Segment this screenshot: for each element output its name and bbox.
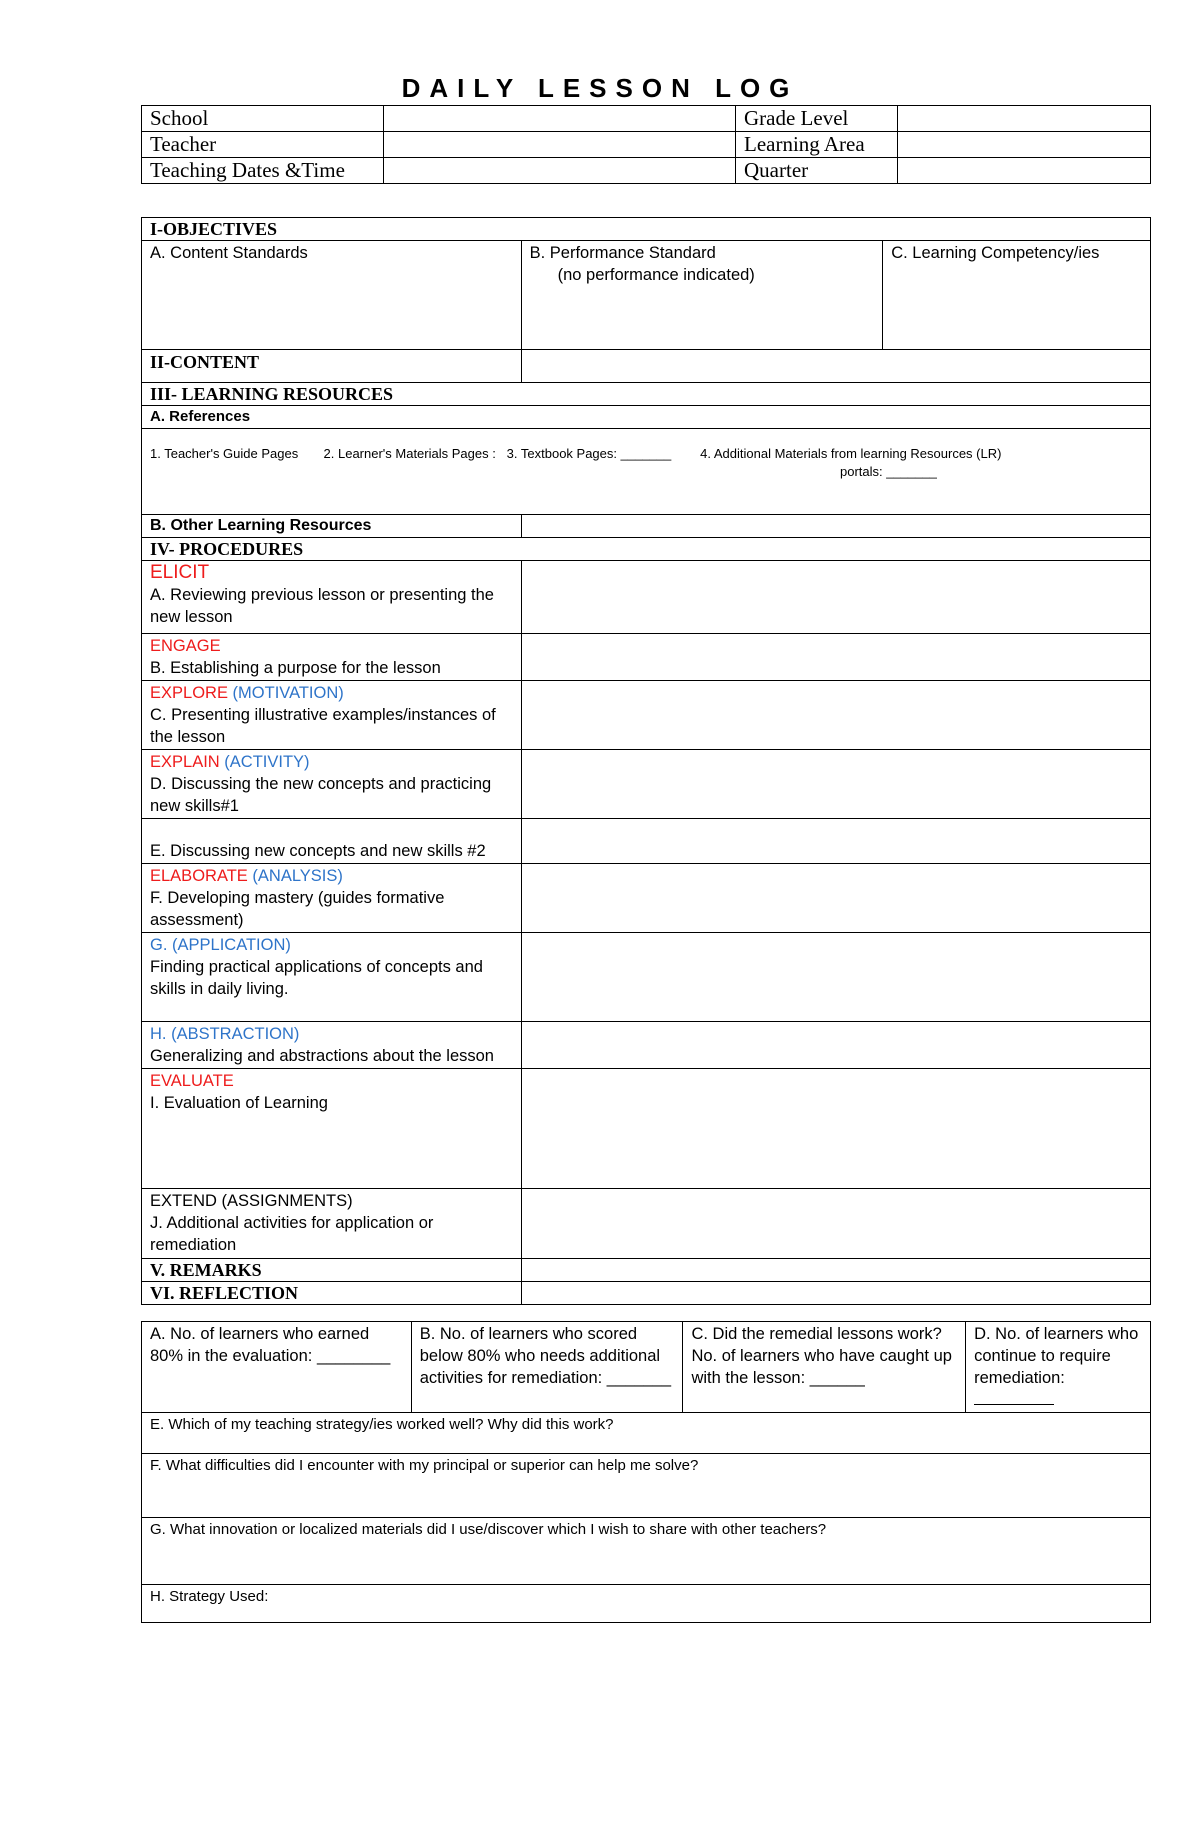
teaching-dates-field[interactable] (384, 158, 736, 184)
resources-heading: III- LEARNING RESOURCES (142, 383, 1151, 406)
procedure-f (142, 864, 522, 933)
content-standards-label: A. Content Standards (150, 244, 308, 262)
procedure-g (142, 933, 522, 1022)
page-title: DAILY LESSON LOG (401, 73, 799, 103)
quarter-field[interactable] (898, 158, 1151, 184)
application-label: G. (APPLICATION) (150, 936, 291, 954)
procedures-heading: IV- PROCEDURES (142, 538, 1151, 561)
learning-area-label: Learning Area (736, 132, 898, 158)
quarter-label: Quarter (736, 158, 898, 184)
ref-additional-materials: 4. Additional Materials from learning Resources (LR) (700, 446, 1002, 461)
ref-textbook: 3. Textbook Pages: _______ (506, 446, 672, 461)
extend-label: EXTEND (ASSIGNMENTS) (150, 1192, 353, 1210)
reflection-c[interactable]: C. Did the remedial lessons work? No. of learners who have caught up with the lesson: ______ (683, 1322, 966, 1413)
reflection-field[interactable] (521, 1282, 1150, 1305)
procedure-f-text: F. Developing mastery (guides formative assessment) (150, 889, 445, 929)
procedure-e-field[interactable] (521, 819, 1150, 864)
reflection-h[interactable]: H. Strategy Used: (142, 1585, 1151, 1623)
teaching-dates-label: Teaching Dates &Time (142, 158, 384, 184)
reflection-a[interactable]: A. No. of learners who earned 80% in the evaluation: ________ (142, 1322, 412, 1413)
abstraction-label: H. (ABSTRACTION) (150, 1025, 300, 1043)
reflection-b[interactable]: B. No. of learners who scored below 80% who needs additional activities for remediation: _______ (411, 1322, 683, 1413)
objectives-heading: I-OBJECTIVES (142, 218, 1151, 241)
performance-standard-label: B. Performance Standard (529, 244, 716, 262)
procedure-j-field[interactable] (521, 1189, 1150, 1259)
explore-label: EXPLORE (150, 684, 228, 702)
procedure-c-text: C. Presenting illustrative examples/instances of the lesson (150, 706, 496, 746)
grade-level-label: Grade Level (736, 106, 898, 132)
procedure-b (142, 634, 522, 681)
remarks-field[interactable] (521, 1259, 1150, 1282)
learning-competency-cell[interactable] (883, 241, 1151, 350)
references-list (142, 429, 1151, 515)
reflection-e[interactable]: E. Which of my teaching strategy/ies worked well? Why did this work? (142, 1413, 1151, 1454)
learning-competency-label: C. Learning Competency/ies (891, 244, 1100, 262)
procedure-i-text: I. Evaluation of Learning (150, 1094, 328, 1112)
procedure-h-text: Generalizing and abstractions about the lesson (150, 1047, 494, 1065)
procedure-g-text: Finding practical applications of concepts and skills in daily living. (150, 958, 483, 998)
procedure-a-text: A. Reviewing previous lesson or presenting the new lesson (150, 586, 494, 626)
analysis-label: (ANALYSIS) (252, 867, 343, 885)
other-resources-label: B. Other Learning Resources (142, 515, 522, 538)
remarks-heading: V. REMARKS (142, 1259, 522, 1282)
procedure-f-field[interactable] (521, 864, 1150, 933)
procedure-d (142, 750, 522, 819)
reflection-heading: VI. REFLECTION (142, 1282, 522, 1305)
procedure-h (142, 1022, 522, 1069)
activity-label: (ACTIVITY) (224, 753, 310, 771)
learning-area-field[interactable] (898, 132, 1151, 158)
ref-teachers-guide: 1. Teacher's Guide Pages (150, 446, 299, 461)
reflection-d: D. No. of learners who continue to require remediation: (974, 1325, 1139, 1387)
procedure-h-field[interactable] (521, 1022, 1150, 1069)
procedure-b-field[interactable] (521, 634, 1150, 681)
other-resources-field[interactable] (521, 515, 1150, 538)
procedure-a-field[interactable] (521, 561, 1150, 634)
procedure-d-text: D. Discussing the new concepts and practicing new skills#1 (150, 775, 492, 815)
teacher-field[interactable] (384, 132, 736, 158)
motivation-label: (MOTIVATION) (232, 684, 344, 702)
elicit-label: ELICIT (150, 562, 210, 583)
ref-learners-materials: 2. Learner's Materials Pages : (323, 446, 496, 461)
content-field[interactable] (521, 350, 1150, 383)
reflection-table (141, 1321, 1151, 1623)
content-standards-cell[interactable] (142, 241, 522, 350)
procedure-e (142, 819, 522, 864)
engage-label: ENGAGE (150, 637, 221, 655)
procedure-e-text: E. Discussing new concepts and new skills #2 (150, 842, 486, 860)
references-heading: A. References (142, 406, 1151, 429)
procedure-a (142, 561, 522, 634)
school-label: School (142, 106, 384, 132)
procedure-c (142, 681, 522, 750)
reflection-f[interactable]: F. What difficulties did I encounter with my principal or superior can help me solve? (142, 1454, 1151, 1518)
header-table (141, 105, 1151, 184)
procedure-j (142, 1189, 522, 1259)
performance-note: (no performance indicated) (557, 266, 755, 284)
grade-level-field[interactable] (898, 106, 1151, 132)
procedure-b-text: B. Establishing a purpose for the lesson (150, 659, 441, 677)
lesson-table (141, 217, 1151, 1305)
procedure-i-field[interactable] (521, 1069, 1150, 1189)
teacher-label: Teacher (142, 132, 384, 158)
explain-label: EXPLAIN (150, 753, 220, 771)
reflection-g[interactable]: G. What innovation or localized materials did I use/discover which I wish to share with other teachers? (142, 1518, 1151, 1585)
ref-portals: portals: _______ (840, 464, 937, 479)
procedure-i (142, 1069, 522, 1189)
procedure-c-field[interactable] (521, 681, 1150, 750)
content-heading: II-CONTENT (142, 350, 522, 383)
procedure-d-field[interactable] (521, 750, 1150, 819)
procedure-g-field[interactable] (521, 933, 1150, 1022)
elaborate-label: ELABORATE (150, 867, 248, 885)
reflection-d-cell[interactable] (966, 1322, 1151, 1413)
evaluate-label: EVALUATE (150, 1072, 234, 1090)
performance-standard-cell[interactable] (521, 241, 883, 350)
procedure-j-text: J. Additional activities for application or remediation (150, 1214, 434, 1254)
school-field[interactable] (384, 106, 736, 132)
reflection-d-blank (974, 1390, 1054, 1405)
